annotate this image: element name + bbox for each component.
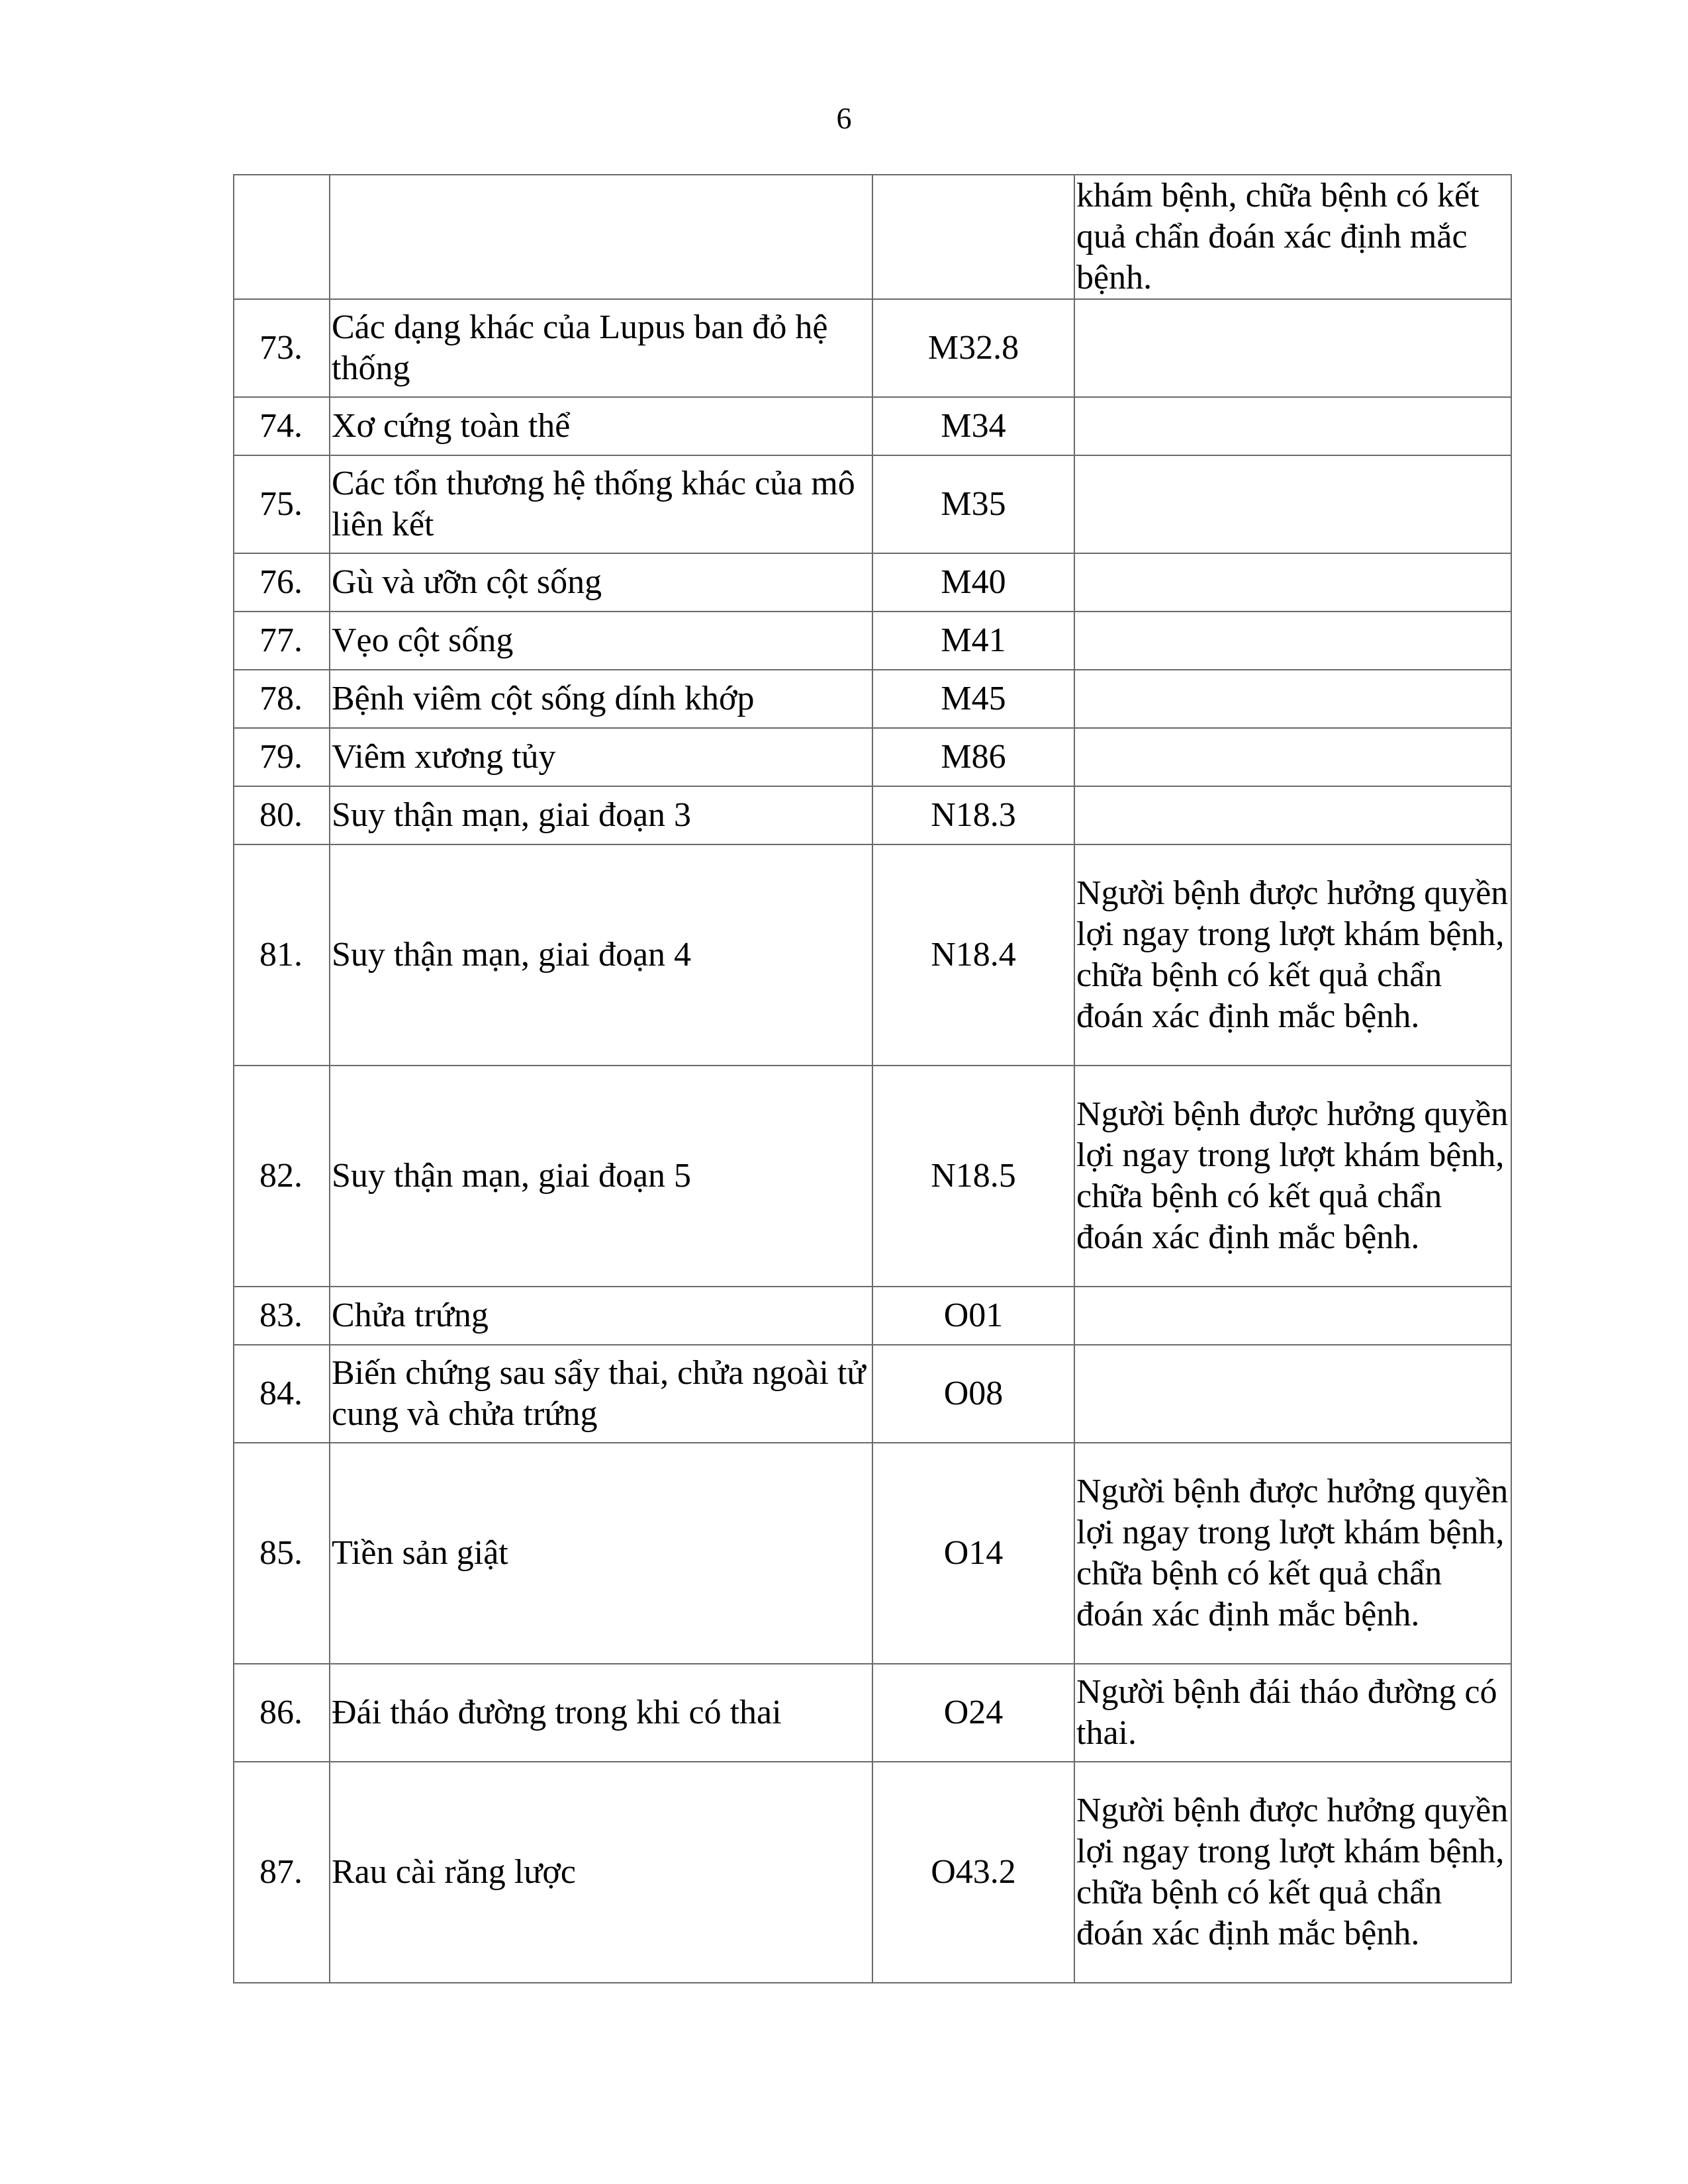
row-number: 81. [234, 844, 330, 1066]
disease-name: Vẹo cột sống [330, 612, 872, 670]
note: Người bệnh được hưởng quyền lợi ngay trong lượt khám bệnh, chữa bệnh có kết quả chẩn đoán xác định mắc bệnh. [1074, 1066, 1511, 1287]
note [1074, 1287, 1511, 1345]
note: khám bệnh, chữa bệnh có kết quả chẩn đoán xác định mắc bệnh. [1074, 175, 1511, 299]
icd-code: M32.8 [872, 299, 1074, 397]
icd-code: N18.4 [872, 844, 1074, 1066]
icd-code: M45 [872, 670, 1074, 728]
note: Người bệnh đái tháo đường có thai. [1074, 1664, 1511, 1762]
disease-name: Bệnh viêm cột sống dính khớp [330, 670, 872, 728]
table-row [234, 786, 1511, 844]
row-number: 84. [234, 1345, 330, 1443]
row-number: 74. [234, 397, 330, 455]
row-number: 82. [234, 1066, 330, 1287]
icd-code: M35 [872, 455, 1074, 553]
row-number: 78. [234, 670, 330, 728]
disease-name [330, 175, 872, 299]
icd-code: M86 [872, 728, 1074, 786]
disease-name: Xơ cứng toàn thể [330, 397, 872, 455]
disease-name: Viêm xương tủy [330, 728, 872, 786]
disease-name: Biến chứng sau sẩy thai, chửa ngoài tử cung và chửa trứng [330, 1345, 872, 1443]
note [1074, 553, 1511, 612]
table-row [234, 1345, 1511, 1443]
note [1074, 670, 1511, 728]
disease-name: Gù và ưỡn cột sống [330, 553, 872, 612]
icd-code: M41 [872, 612, 1074, 670]
row-number: 87. [234, 1762, 330, 1983]
icd-code: O08 [872, 1345, 1074, 1443]
table-row [234, 1066, 1511, 1287]
row-number: 80. [234, 786, 330, 844]
table-row [234, 1762, 1511, 1983]
disease-name: Các tổn thương hệ thống khác của mô liên kết [330, 455, 872, 553]
row-number: 79. [234, 728, 330, 786]
note [1074, 786, 1511, 844]
note [1074, 728, 1511, 786]
disease-table [233, 174, 1512, 1983]
table-row [234, 844, 1511, 1066]
disease-name: Chửa trứng [330, 1287, 872, 1345]
table-row [234, 175, 1511, 299]
row-number: 83. [234, 1287, 330, 1345]
note [1074, 612, 1511, 670]
table-row [234, 1287, 1511, 1345]
table-row [234, 397, 1511, 455]
icd-code: M40 [872, 553, 1074, 612]
note: Người bệnh được hưởng quyền lợi ngay trong lượt khám bệnh, chữa bệnh có kết quả chẩn đoán xác định mắc bệnh. [1074, 1443, 1511, 1664]
table-row [234, 455, 1511, 553]
disease-name: Suy thận mạn, giai đoạn 4 [330, 844, 872, 1066]
note: Người bệnh được hưởng quyền lợi ngay trong lượt khám bệnh, chữa bệnh có kết quả chẩn đoán xác định mắc bệnh. [1074, 844, 1511, 1066]
table-row [234, 670, 1511, 728]
disease-name: Rau cài răng lược [330, 1762, 872, 1983]
disease-name: Các dạng khác của Lupus ban đỏ hệ thống [330, 299, 872, 397]
row-number: 85. [234, 1443, 330, 1664]
note [1074, 397, 1511, 455]
icd-code: N18.5 [872, 1066, 1074, 1287]
table-row [234, 1443, 1511, 1664]
note: Người bệnh được hưởng quyền lợi ngay trong lượt khám bệnh, chữa bệnh có kết quả chẩn đoán xác định mắc bệnh. [1074, 1762, 1511, 1983]
icd-code: M34 [872, 397, 1074, 455]
row-number: 86. [234, 1664, 330, 1762]
row-number [234, 175, 330, 299]
row-number: 73. [234, 299, 330, 397]
page-number: 6 [836, 101, 852, 135]
icd-code [872, 175, 1074, 299]
icd-code: N18.3 [872, 786, 1074, 844]
table-row [234, 1664, 1511, 1762]
disease-name: Suy thận mạn, giai đoạn 3 [330, 786, 872, 844]
icd-code: O01 [872, 1287, 1074, 1345]
icd-code: O43.2 [872, 1762, 1074, 1983]
disease-name: Tiền sản giật [330, 1443, 872, 1664]
note [1074, 299, 1511, 397]
disease-name: Suy thận mạn, giai đoạn 5 [330, 1066, 872, 1287]
icd-code: O14 [872, 1443, 1074, 1664]
table-row [234, 299, 1511, 397]
table-row [234, 553, 1511, 612]
note [1074, 455, 1511, 553]
note [1074, 1345, 1511, 1443]
row-number: 76. [234, 553, 330, 612]
row-number: 75. [234, 455, 330, 553]
table-row [234, 728, 1511, 786]
row-number: 77. [234, 612, 330, 670]
icd-code: O24 [872, 1664, 1074, 1762]
disease-name: Đái tháo đường trong khi có thai [330, 1664, 872, 1762]
table-row [234, 612, 1511, 670]
